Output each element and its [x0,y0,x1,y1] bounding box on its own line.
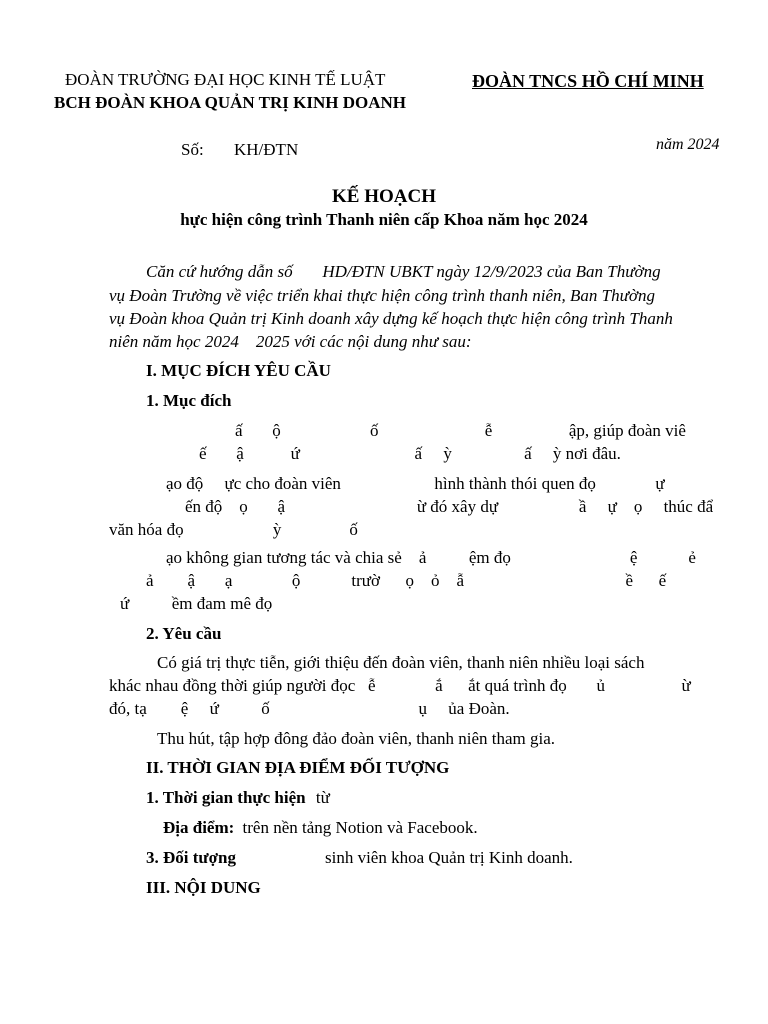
doc-title: KẾ HOẠCH [332,186,436,207]
doc-subtitle: hực hiện công trình Thanh niên cấp Khoa năm học 2024 [180,210,588,229]
intro-line: Căn cứ hướng dẫn số HD/ĐTN UBKT ngày 12/9/2023 của Ban Thường [146,262,661,281]
paragraph-line: ấ ộ ố ễ ập, giúp đoàn viê [235,421,686,440]
intro-line: niên năm học 2024 2025 với các nội dung như sau: [109,332,472,351]
paragraph-line: ứ ềm đam mê đọ [120,594,273,613]
org-right-title: ĐOÀN TNCS HỒ CHÍ MINH [472,71,704,91]
time-value: từ [315,788,330,807]
intro-line: vụ Đoàn khoa Quản trị Kinh doanh xây dựng kế hoạch thực hiện công trình Thanh [109,309,673,328]
location-label: Địa điểm: [163,818,235,837]
section-1-sub-requirements: 2. Yêu cầu [146,624,222,643]
section-3-heading: III. NỘI DUNG [146,878,261,897]
doc-number-value: KH/ĐTN [234,140,299,159]
time-row [146,786,330,809]
target-label: 3. Đối tượng [146,848,236,867]
paragraph-line: ến độ ọ ậ ừ đó xây dự ầ ự ọ thúc đẩ [185,497,714,516]
paragraph-line: ả ậ ạ ộ trườ ọ ỏ ẫ ề ế [146,571,667,590]
doc-date: năm 2024 [656,136,720,153]
intro-line: vụ Đoàn Trường về việc triển khai thực hiện công trình thanh niên, Ban Thường [109,286,655,305]
paragraph-line: đó, tạ ệ ứ ố ụ ủa Đoàn. [109,699,510,718]
org-line-1: ĐOÀN TRƯỜNG ĐẠI HỌC KINH TẾ LUẬT [65,70,386,89]
paragraph-line: khác nhau đồng thời giúp người đọc ễ ắ ắt quá trình đọ ủ ừ [109,676,691,695]
doc-number-label: Số: [181,140,204,159]
location-value: trên nền tảng Notion và Facebook. [242,818,478,837]
requirements-paragraph-2: Thu hút, tập hợp đông đảo đoàn viên, thanh niên tham gia. [157,729,556,748]
paragraph-line: Có giá trị thực tiễn, giới thiệu đến đoàn viên, thanh niên nhiều loại sách [157,653,645,672]
paragraph-line: ế ậ ứ ấ ỳ ấ ỳ nơi đâu. [199,444,621,463]
org-line-2: BCH ĐOÀN KHOA QUẢN TRỊ KINH DOANH [54,93,406,112]
paragraph-line: ạo độ ực cho đoàn viên hình thành thói quen đọ ự [166,474,665,493]
location-row [163,816,478,839]
paragraph-line: ạo không gian tương tác và chia sẻ ả ệm đọ ệ ẻ [166,548,696,567]
target-value: sinh viên khoa Quản trị Kinh doanh. [325,848,573,867]
section-1-sub-purpose: 1. Mục đích [146,391,232,410]
paragraph-line: văn hóa đọ ỳ ố [109,520,358,539]
section-2-heading: II. THỜI GIAN ĐỊA ĐIỂM ĐỐI TƯỢNG [146,758,450,777]
time-label: 1. Thời gian thực hiện [146,788,306,807]
section-1-heading: I. MỤC ĐÍCH YÊU CẦU [146,361,331,380]
